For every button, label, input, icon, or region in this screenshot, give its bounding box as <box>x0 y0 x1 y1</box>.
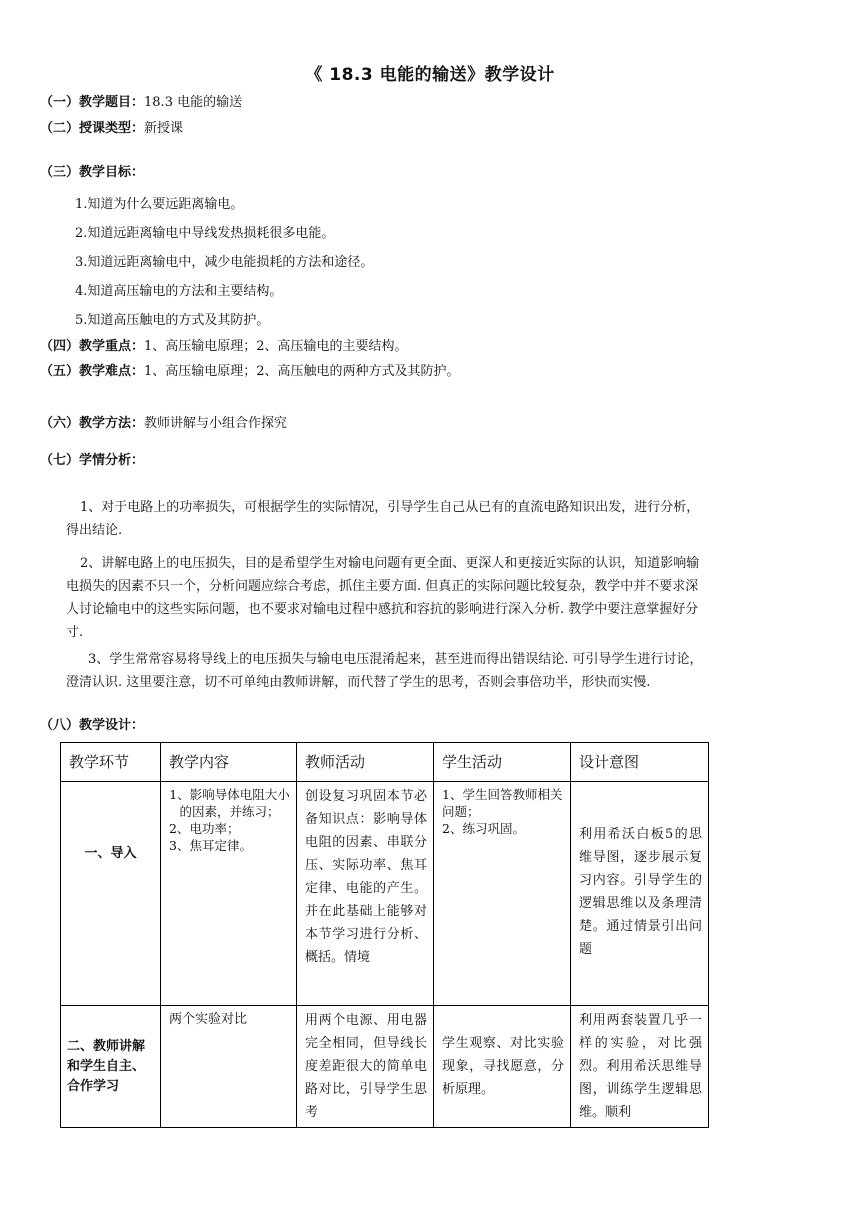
section-goals <box>40 164 144 182</box>
student-cell <box>434 1006 571 1128</box>
section-label: （五）教学难点： <box>40 364 145 379</box>
section-value: 1、高压输电原理；2、高压触电的两种方式及其防护。 <box>144 364 460 379</box>
student-activity: 学生观察、对比实验现象，寻找愿意，分析原理。 <box>442 1036 564 1097</box>
stage-cell <box>61 1006 161 1128</box>
column-header: 教学环节 <box>61 743 161 782</box>
design-table <box>60 742 709 1128</box>
column-header: 教师活动 <box>297 743 434 782</box>
column-header: 教学内容 <box>161 743 297 782</box>
table-row <box>61 1006 709 1128</box>
goal-item: 2.知道远距离输电中导线发热损耗很多电能。 <box>75 226 335 241</box>
content-line: 1、影响导体电阻大小的因素，并练习； <box>169 787 290 819</box>
teacher-cell <box>297 782 434 1006</box>
teacher-cell <box>297 1006 434 1128</box>
section-label: （二）授课类型： <box>40 121 145 136</box>
design-intent: 利用希沃白板5的思维导图，逐步展示复习内容。引导学生的逻辑思维以及条理清楚。通过情景引出问题 <box>579 826 702 957</box>
analysis-paragraph: 2、讲解电路上的电压损失，目的是希望学生对输电问题有更全面、更深人和更接近实际的认识，知道影响输电损失的因素不只一个，分析问题应综合考虑，抓住主要方面. 但真正的实际问题比较复杂，教学中并不要求深人讨论输电中的这些实际问题，也不要求对输电过程中感抗和容抗的影响进行深入分析. 教学中要注意掌握好分寸. <box>66 556 700 640</box>
section-value: 18.3 电能的输送 <box>144 95 243 110</box>
goal-item: 3.知道远距离输电中，减少电能损耗的方法和途径。 <box>75 255 374 270</box>
design-intent: 利用两套装置几乎一样的实验，对比强烈。利用希沃思维导图，训练学生逻辑思维。顺利 <box>579 1013 702 1120</box>
analysis-paragraph: 3、学生常常容易将导线上的电压损失与输电电压混淆起来，甚至进而得出错误结论. 可引导学生进行讨论，澄清认识. 这里要注意，切不可单纯由教师讲解，而代替了学生的思考，否则会事倍功半，形快而实慢. <box>66 652 703 690</box>
section-difficulties <box>40 363 460 381</box>
section-value: 1、高压输电原理；2、高压输电的主要结构。 <box>144 339 408 354</box>
document-title: 《 18.3 电能的输送》教学设计 <box>305 65 555 85</box>
section-design <box>40 717 144 735</box>
stage-label: 一、导入 <box>84 845 137 861</box>
teacher-activity: 创设复习巩固本节必备知识点：影响导体电阻的因素、串联分压、实际功率、焦耳定律、电能的产生。并在此基础上能够对本节学习进行分析、概括。情境 <box>305 789 427 965</box>
section-lesson-type <box>40 120 183 138</box>
section-topic <box>40 94 242 112</box>
stage-label: 二、教师讲解和学生自主、合作学习 <box>67 1038 146 1094</box>
student-cell <box>434 782 571 1006</box>
content-line: 2、电功率； <box>169 821 240 836</box>
goal-item: 5.知道高压触电的方式及其防护。 <box>75 313 270 328</box>
goal-item: 4.知道高压输电的方法和主要结构。 <box>75 284 283 299</box>
section-key-points <box>40 338 408 356</box>
content-line: 3、焦耳定律。 <box>169 838 252 853</box>
column-header: 设计意图 <box>571 743 709 782</box>
section-label: （八）教学设计： <box>40 718 145 733</box>
section-label: （六）教学方法： <box>40 416 145 431</box>
stage-cell <box>61 782 161 1006</box>
table-header-row <box>61 743 709 782</box>
section-value: 新授课 <box>144 121 184 136</box>
content-cell <box>161 1006 297 1128</box>
content-cell <box>161 782 297 1006</box>
section-label: （七）学情分析： <box>40 453 145 468</box>
section-label: （三）教学目标： <box>40 165 145 180</box>
intent-cell <box>571 1006 709 1128</box>
analysis-paragraph: 1、对于电路上的功率损失，可根据学生的实际情况，引导学生自己从已有的直流电路知识出发，进行分析，得出结论. <box>66 500 700 538</box>
student-line: 1、学生回答教师相关问题； <box>442 787 563 819</box>
content-text: 两个实验对比 <box>169 1012 248 1027</box>
column-header: 学生活动 <box>434 743 571 782</box>
teacher-activity: 用两个电源、用电器完全相同，但导线长度差距很大的简单电路对比，引导学生思考 <box>305 1013 427 1120</box>
section-value: 教师讲解与小组合作探究 <box>144 416 288 431</box>
table-row <box>61 782 709 1006</box>
goal-item: 1.知道为什么要远距离输电。 <box>75 197 244 212</box>
section-label: （四）教学重点： <box>40 339 145 354</box>
section-methods <box>40 415 287 433</box>
student-line: 2、练习巩固。 <box>442 821 525 836</box>
section-analysis <box>40 452 144 470</box>
intent-cell <box>571 782 709 1006</box>
section-label: （一）教学题目： <box>40 95 145 110</box>
